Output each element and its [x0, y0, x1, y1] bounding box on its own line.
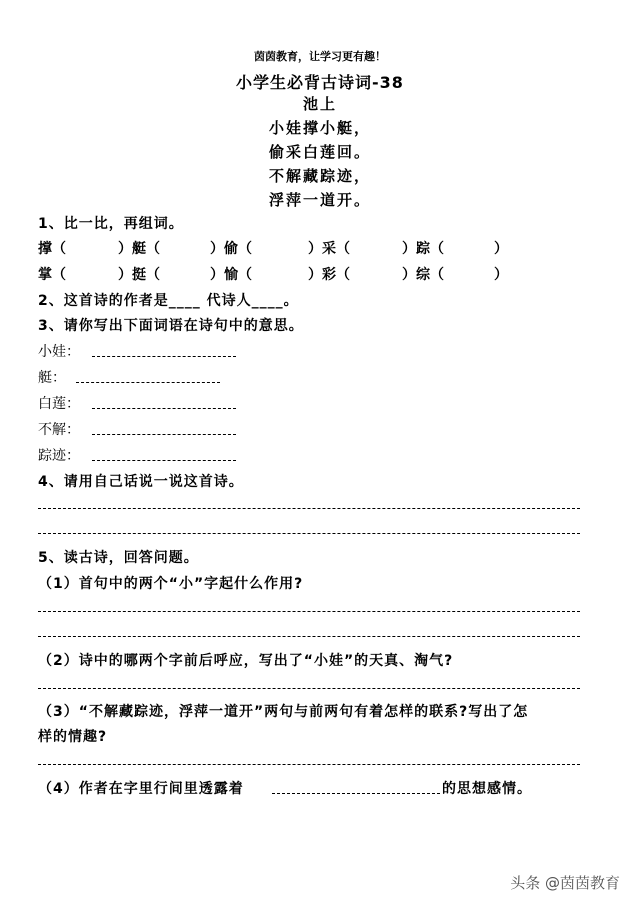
q3-answer-line[interactable]: [92, 356, 236, 357]
q1-row2-cell: ）: [494, 267, 508, 283]
q1-row1-cell: ）偷（: [210, 241, 252, 257]
poem-line-1: 小娃撑小艇，: [268, 119, 371, 137]
q3-term-label: 不解：: [38, 422, 80, 438]
q1-row2-cell: ）愉（: [210, 267, 252, 283]
q5-sub-4-prefix: （4）作者在字里行间里透露着: [38, 781, 244, 797]
q5-sub-4-suffix: 的思想感情。: [442, 781, 532, 797]
q1-row1-cell: ）艇（: [118, 241, 160, 257]
q3-term-label: 踪迹：: [38, 448, 80, 464]
q3-term-label: 白莲：: [38, 396, 80, 412]
q5-sub-1: （1）首句中的两个“小”字起什么作用?: [38, 576, 304, 592]
q5-sub-2: （2）诗中的哪两个字前后呼应，写出了“小娃”的天真、淘气?: [38, 653, 454, 669]
q3-answer-line[interactable]: [92, 460, 236, 461]
page-header: 茵茵教育，让学习更有趣！: [254, 50, 386, 63]
q5-answer-line[interactable]: [38, 636, 580, 637]
q5-answer-line[interactable]: [272, 793, 440, 794]
poem-title: 池上: [302, 95, 337, 113]
q5-sub-3-line-1: （3）“不解藏踪迹，浮萍一道开”两句与前两句有着怎样的联系?写出了怎: [38, 704, 529, 720]
q4-answer-line[interactable]: [38, 533, 580, 534]
page-title: 小学生必背古诗词-38: [236, 73, 404, 92]
q3-answer-line[interactable]: [92, 408, 236, 409]
question-2-label: 2、这首诗的作者是____ 代诗人____。: [38, 293, 299, 309]
q1-row2-cell: 掌（: [38, 267, 66, 283]
q1-row1-cell: ）: [494, 241, 508, 257]
question-5-label: 5、读古诗，回答问题。: [38, 550, 199, 566]
q5-sub-3-line-2: 样的情趣?: [38, 729, 108, 745]
q5-answer-line[interactable]: [38, 611, 580, 612]
q1-row2-cell: ）挺（: [118, 267, 160, 283]
q3-answer-line[interactable]: [92, 434, 236, 435]
q1-row2-cell: ）综（: [402, 267, 444, 283]
q3-answer-line[interactable]: [76, 382, 220, 383]
question-3-label: 3、请你写出下面词语在诗句中的意思。: [38, 318, 304, 334]
q4-answer-line[interactable]: [38, 508, 580, 509]
q3-term-label: 小娃：: [38, 344, 80, 360]
question-4-label: 4、请用自己话说一说这首诗。: [38, 474, 244, 490]
q3-term-label: 艇：: [38, 370, 66, 386]
q1-row1-cell: 撑（: [38, 241, 66, 257]
poem-line-4: 浮萍一道开。: [268, 191, 371, 209]
question-1-label: 1、比一比，再组词。: [38, 216, 184, 232]
q5-answer-line[interactable]: [38, 764, 580, 765]
watermark: 头条 @茵茵教育: [510, 874, 620, 892]
q1-row1-cell: ）采（: [308, 241, 350, 257]
q1-row2-cell: ）彩（: [308, 267, 350, 283]
poem-line-2: 偷采白莲回。: [268, 143, 371, 161]
poem-line-3: 不解藏踪迹，: [268, 167, 371, 185]
q5-answer-line[interactable]: [38, 688, 580, 689]
q1-row1-cell: ）踪（: [402, 241, 444, 257]
